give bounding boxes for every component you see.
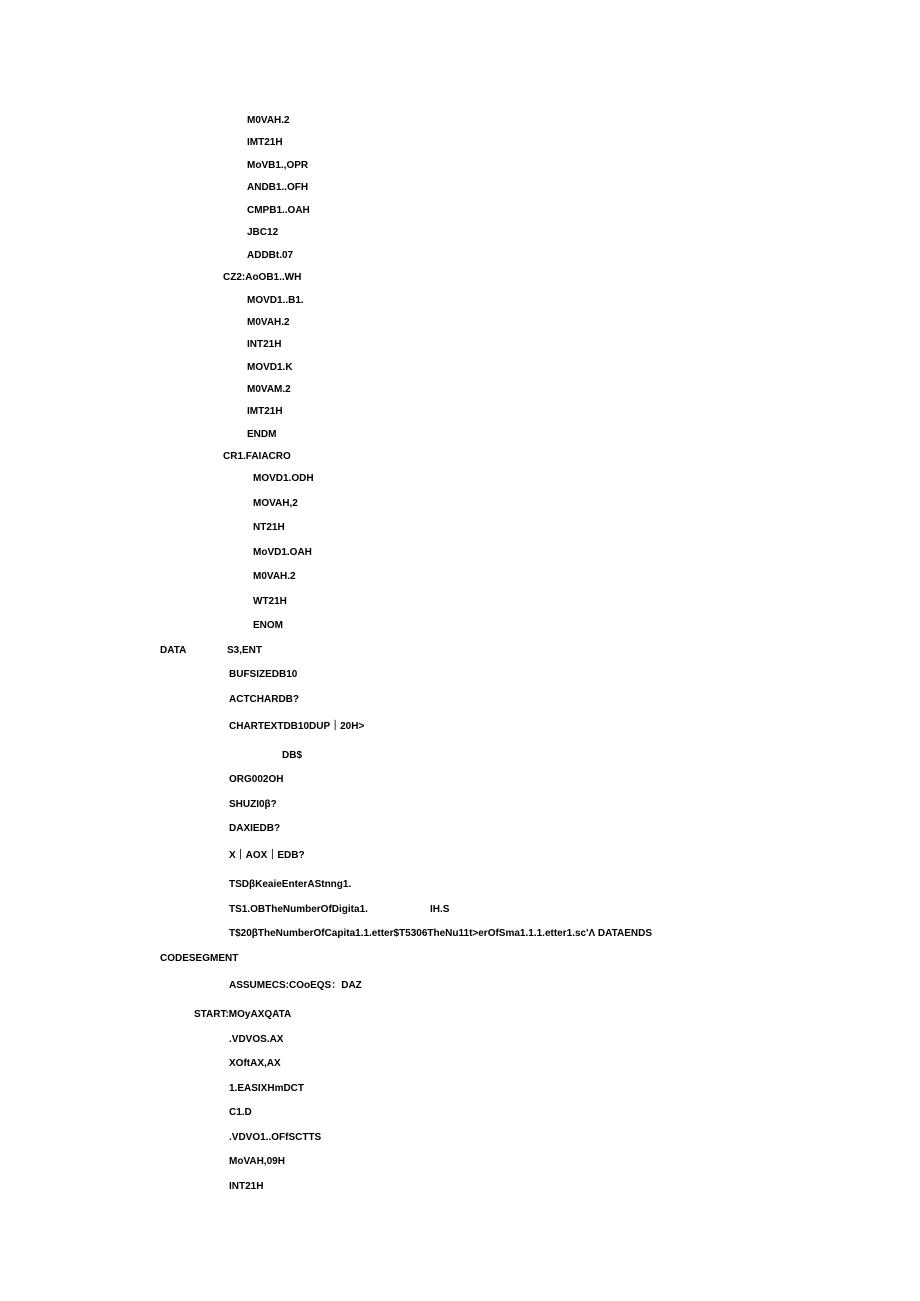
code-line: MOVD1.K [247,362,293,373]
code-line: MOVD1.ODH [253,473,314,484]
code-line: NT21H [253,522,285,533]
code-line: CHARTEXTDB10DUP｜20H> [229,721,365,732]
segment-keyword: CODESEGMENT [160,953,239,964]
code-line: ANDB1..OFH [247,182,309,193]
code-line: MOVAH,2 [253,498,298,509]
code-line: SHUZI0β? [229,799,277,810]
code-line: MoVAH,09H [229,1156,285,1167]
code-line: JBC12 [247,227,279,238]
code-label-line: CR1.FAIACRO [223,451,291,462]
code-line: S3,ENT [227,645,263,656]
code-line: DB$ [282,750,303,761]
code-line: ADDBt.07 [247,250,294,261]
code-line: T$20βTheNumberOfCapita1.1.etter$T5306TheNu11t>erOfSma1.1.1.etter1.sc'Λ DATAENDS [229,928,652,939]
code-line: TS1.OBTheNumberOfDigita1. [229,904,368,915]
code-line: M0VAH.2 [247,317,290,328]
code-line: M0VAM.2 [247,384,291,395]
code-line: MOVD1..B1. [247,295,304,306]
code-line: WT21H [253,596,287,607]
code-line: MoVD1.OAH [253,547,312,558]
code-line: DAXIEDB? [229,823,281,834]
code-line: .VDVO1..OFfSCTTS [229,1132,322,1143]
code-line: ACTCHARDB? [229,694,299,705]
code-line: BUFSIZEDB10 [229,669,298,680]
code-line: ENDM [247,429,277,440]
code-line: .VDVOS.AX [229,1034,284,1045]
code-line: CMPB1..OAH [247,205,310,216]
code-line: X｜AOX｜EDB? [229,850,305,861]
code-line: IMT21H [247,406,283,417]
code-line: C1.D [229,1107,252,1118]
code-line: ORG002OH [229,774,284,785]
code-line: M0VAH.2 [247,115,290,126]
code-label-line: START:MOyAXQATA [194,1009,292,1020]
code-line: ASSUMECS:COoEQS：DAZ [229,980,362,991]
code-line: 1.EASIXHmDCT [229,1083,305,1094]
code-line: XOftAX,AX [229,1058,281,1069]
code-line: IMT21H [247,137,283,148]
code-line: ENOM [253,620,283,631]
code-line-fragment: IH.S [430,904,450,915]
code-line: MoVB1.,OPR [247,160,309,171]
code-line: INT21H [247,339,282,350]
code-line: M0VAH.2 [253,571,296,582]
code-line: TSDβKeaieEnterAStnng1. [229,879,352,890]
code-line: INT21H [229,1181,264,1192]
code-label-line: CZ2:AoOB1..WH [223,272,302,283]
segment-keyword: DATA [160,645,187,656]
